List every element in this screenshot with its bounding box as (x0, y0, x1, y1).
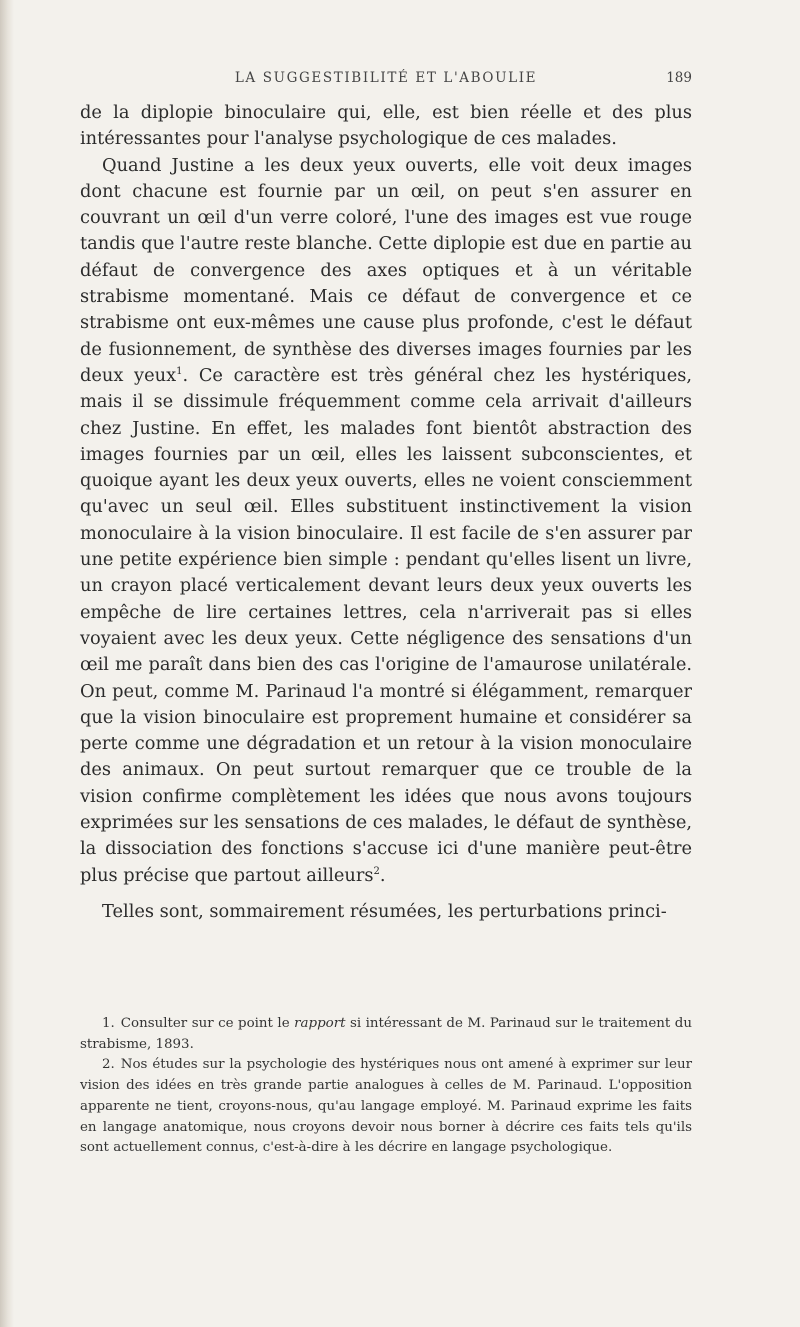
footnotes (80, 1014, 692, 1159)
paragraph-continued (80, 100, 692, 153)
footnote-1-text-b: si intéressant de M. Parinaud sur le traitement du strabisme, 1893. (80, 1016, 692, 1052)
paragraph-3-text: Telles sont, sommairement résumées, les perturbations princi- (102, 900, 667, 922)
footnote-2-text: Nos études sur la psychologie des hystériques nous ont amené à exprimer sur leur vision des idées en très grande partie analogues à celles de M. Parinaud. L'opposition apparente ne tient, croyons-nous, qu'au langage employé. M. Parinaud exprime les faits en langage anatomique, nous croyons devoir nous borner à décrire ces faits tels qu'ils sont actuellement connus, c'est-à-dire à les décrire en langage psychologique. (80, 1057, 692, 1156)
paragraph-telles (80, 899, 692, 925)
paragraph-gap (80, 889, 692, 899)
page-binding-edge (0, 0, 14, 1327)
page-header (80, 70, 692, 92)
footnote-1-emphasis: rapport (294, 1016, 346, 1031)
footnote-2-number: 2. (102, 1057, 115, 1073)
running-head: LA SUGGESTIBILITÉ ET L'ABOULIE (234, 70, 538, 86)
paragraph-2-text-a: Quand Justine a les deux yeux ouverts, elle voit deux images dont chacune est fournie par un œil, on peut s'en assurer en couvrant un œil d'un verre coloré, l'une des images est vue rouge tandis que l'autre reste blanche. Cette diplopie est due en partie au défaut de convergence des axes optiques et à un véritable strabisme momentané. Mais ce défaut de convergence et ce strabisme ont eux-mêmes une cause plus profonde, c'est le défaut de fusionnement, de synthèse des diverses images fournies par les deux yeux (80, 154, 692, 386)
page-number: 189 (666, 70, 692, 86)
footnote-1-number: 1. (102, 1016, 115, 1031)
footnote-ref-1: 1 (176, 366, 183, 378)
paragraph-2-text-b: . Ce caractère est très général chez les hystériques, mais il se dissimule fréquemment comme cela arrivait d'ailleurs chez Justine. En effet, les malades font bientôt abstraction des images fournies par un œil, elles les laissent subconscientes, et quoique ayant les deux yeux ouverts, elles ne voient consciemment qu'avec un seul œil. Elles substituent instinctivement la vision monoculaire à la vision binoculaire. Il est facile de s'en assurer par une petite expérience bien simple : pendant qu'elles lisent un livre, un crayon placé verticalement devant leurs deux yeux ouverts les empêche de lire certaines lettres, cela n'arriverait pas si elles voyaient avec les deux yeux. Cette négligence des sensations d'un œil me paraît dans bien des cas l'origine de l'amaurose unilatérale. On peut, comme M. Parinaud l'a montré si élégamment, remarquer que la vision binoculaire est proprement humaine et considérer sa perte comme une dégradation et un retour à la vision monoculaire des animaux. On peut surtout remarquer que ce trouble de la vision confirme complètement les idées que nous avons toujours exprimées sur les sensations de ces malades, le défaut de synthèse, la dissociation des fonctions s'accuse ici d'une manière peut-être plus précise que partout ailleurs (80, 364, 693, 886)
paragraph-2-text-c: . (379, 864, 386, 886)
paragraph-justine (80, 153, 692, 889)
footnote-2 (80, 1055, 692, 1159)
footnote-ref-2: 2 (373, 865, 380, 877)
footnote-1-text-a: Consulter sur ce point le (120, 1016, 295, 1031)
paragraph-1-text: de la diplopie binoculaire qui, elle, est bien réelle et des plus intéressantes pour l'analyse psychologique de ces malades. (80, 102, 692, 150)
main-text (80, 100, 692, 925)
footnote-1 (80, 1014, 692, 1055)
